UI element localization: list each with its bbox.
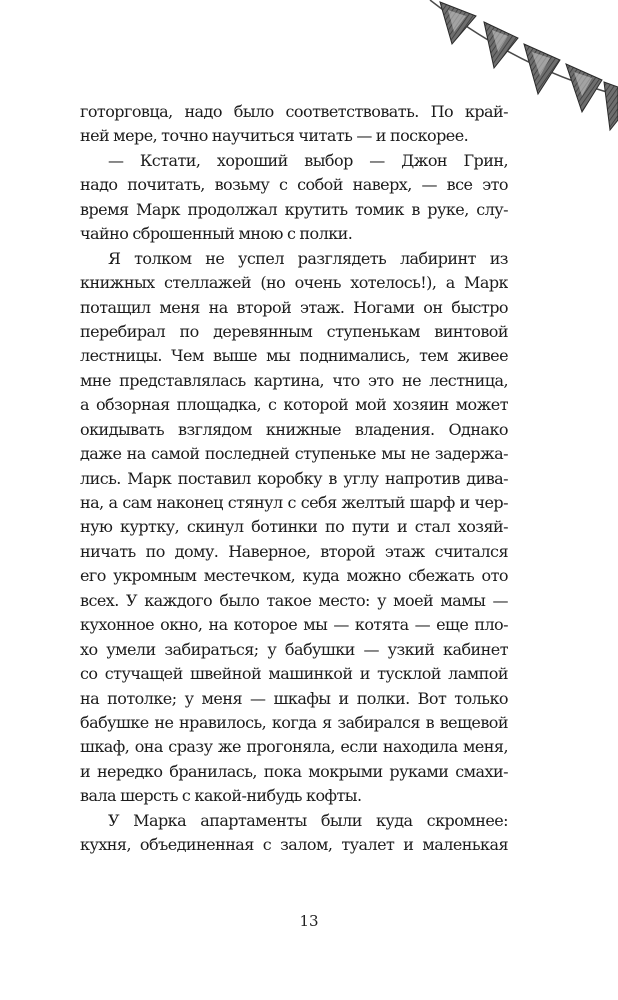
text-line: вала шерсть с какой-нибудь кофты. <box>80 786 362 806</box>
text-line: — Кстати, хороший выбор — Джон Грин, <box>108 150 508 170</box>
page-number: 13 <box>299 912 319 930</box>
text-line: лись. Марк поставил коробку в углу напротив дива- <box>80 468 508 488</box>
text-line: время Марк продолжал крутить томик в руке, слу- <box>80 199 508 219</box>
text-line: Я толком не успел разглядеть лабиринт из <box>108 248 508 268</box>
text-line: на потолке; у меня — шкафы и полки. Вот только <box>80 688 508 708</box>
text-line: ную куртку, скинул ботинки по пути и стал хозяй- <box>80 517 508 537</box>
text-line: кухонное окно, на которое мы — котята — еще пло- <box>80 615 508 635</box>
text-line: даже на самой последней ступеньке мы не задержа- <box>80 444 508 464</box>
text-line: бабушке не нравилось, когда я забирался в вещевой <box>80 712 508 732</box>
text-line: шкаф, она сразу же прогоняла, если находила меня, <box>80 737 508 757</box>
text-line: лестницы. Чем выше мы поднимались, тем живее <box>80 346 508 366</box>
text-line: а обзорная площадка, с которой мой хозяин может <box>80 395 508 415</box>
text-line: хо умели забираться; у бабушки — узкий кабинет <box>80 639 508 659</box>
text-line: его укромным местечком, куда можно сбежать ото <box>80 566 508 586</box>
text-line: окидывать взглядом книжные владения. Однако <box>80 419 508 439</box>
text-line: перебирал по деревянным ступенькам винтовой <box>80 321 508 341</box>
text-line: кухня, объединенная с залом, туалет и маленькая <box>80 835 508 855</box>
text-line: чайно сброшенный мною с полки. <box>80 224 353 244</box>
text-line: готорговца, надо было соответствовать. По край- <box>80 102 508 121</box>
text-line: ничать по дому. Наверное, второй этаж считался <box>80 541 508 561</box>
text-line: и нередко бранилась, пока мокрыми руками смахи- <box>80 761 508 781</box>
text-line: на, а сам наконец стянул с себя желтый шарф и чер- <box>80 493 508 512</box>
text-line: мне представлялась картина, что это не лестница, <box>80 370 508 390</box>
text-line: ней мере, точно научиться читать — и поскорее. <box>80 126 469 146</box>
text-line: потащил меня на второй этаж. Ногами он быстро <box>80 297 508 317</box>
text-line: книжных стеллажей (но очень хотелось!), а Марк <box>80 273 508 293</box>
text-line: надо почитать, возьму с собой наверх, — все это <box>80 175 508 195</box>
text-line: со стучащей швейной машинкой и тусклой лампой <box>80 664 508 684</box>
text-line: всех. У каждого было такое место: у моей мамы — <box>80 590 508 610</box>
text-line: У Марка апартаменты были куда скромнее: <box>108 810 508 830</box>
body-text <box>80 100 508 858</box>
